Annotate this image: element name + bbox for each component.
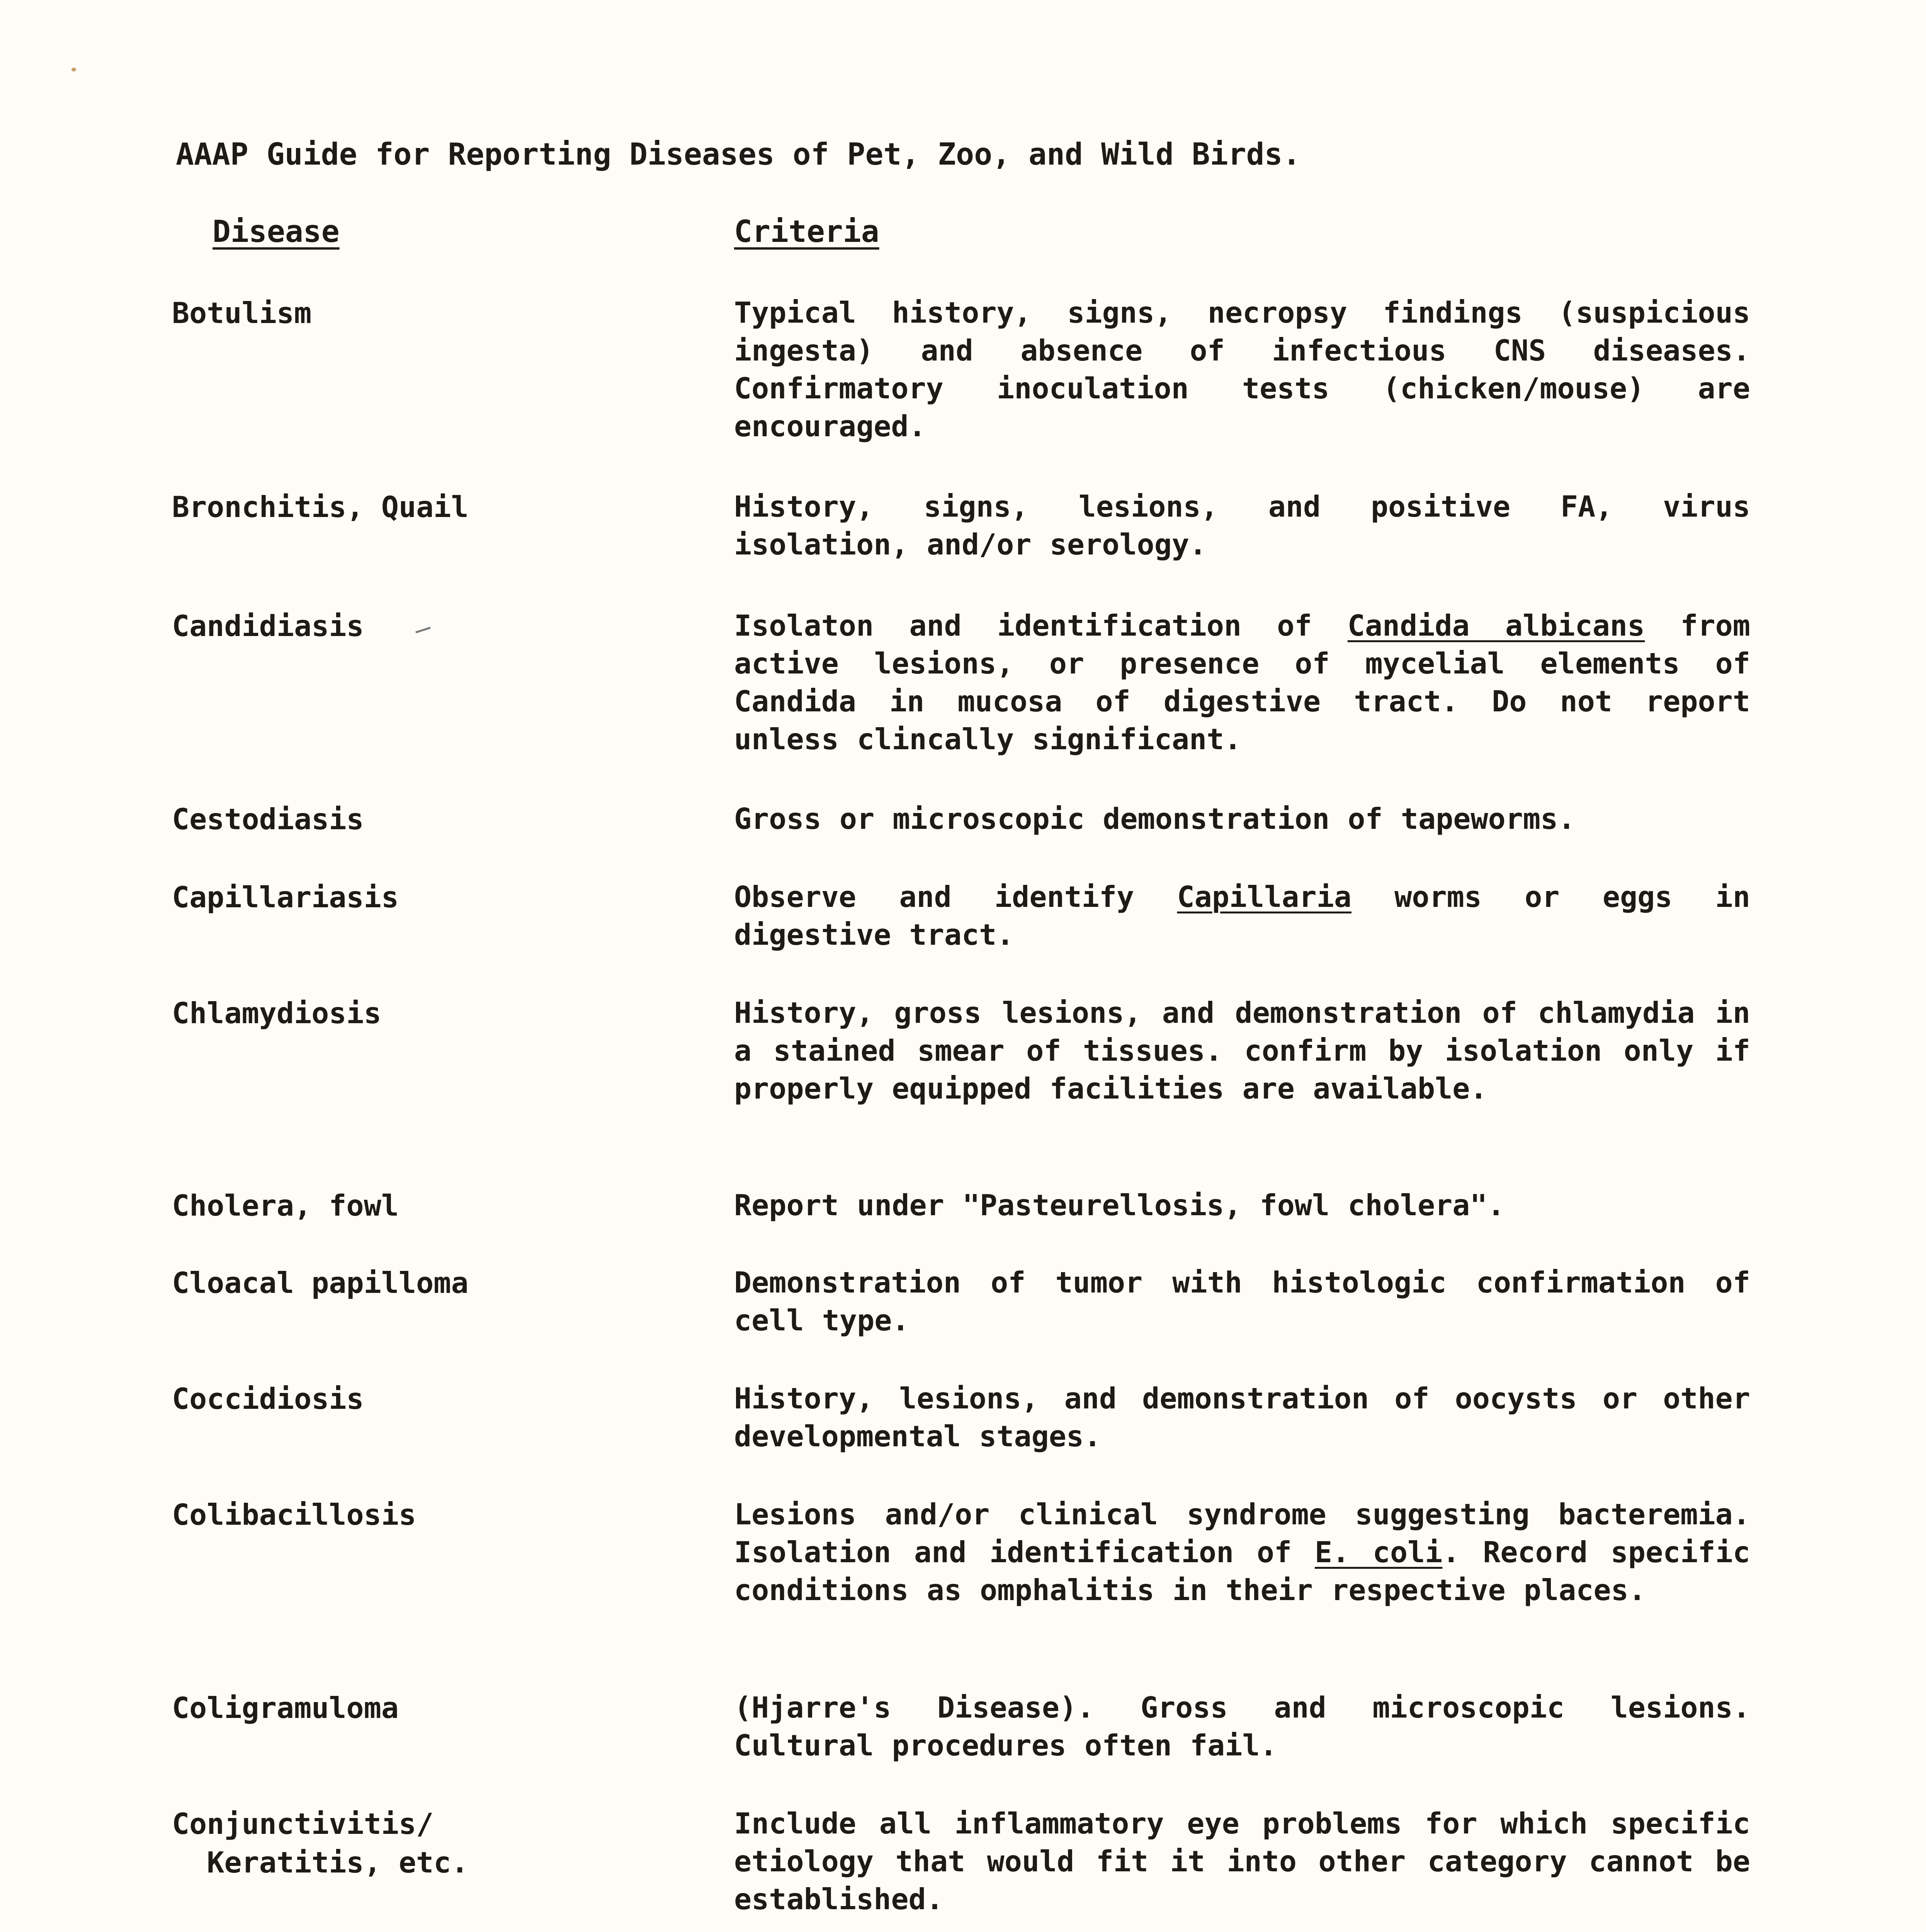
page-title: AAAP Guide for Reporting Diseases of Pet, Zoo, and Wild Birds. — [176, 137, 1301, 172]
organism-name: E. coli — [1314, 1535, 1443, 1569]
criteria-text-part: from active lesions, or presence of mycelial elements of Candida in mucosa of digestive tract. Do not report unless clincally significant. — [734, 609, 1750, 756]
criteria-text — [734, 607, 1750, 758]
criteria-text: Include all inflammatory eye problems for which specific etiology that would fit it into other category cannot be established. — [734, 1806, 1750, 1916]
criteria-column-heading: Criteria — [734, 214, 879, 249]
criteria-text: (Hjarre's Disease). Gross and microscopic lesions. Cultural procedures often fail. — [734, 1690, 1750, 1762]
disease-name: Botulism — [172, 296, 312, 330]
disease-name: Conjunctivitis/ Keratitis, etc. — [172, 1807, 469, 1879]
disease-name: Cloacal papilloma — [172, 1266, 469, 1300]
disease-name: Coccidiosis — [172, 1382, 364, 1416]
criteria-text-part: Lesions and/or clinical syndrome suggesting bacteremia. Isolation and identification of — [734, 1497, 1750, 1569]
criteria-text-part: . Record specific conditions as omphalitis in their respective places. — [734, 1535, 1751, 1607]
paper-speck — [71, 68, 76, 71]
criteria-text: History, lesions, and demonstration of oocysts or other developmental stages. — [734, 1381, 1750, 1453]
criteria-text — [734, 1495, 1750, 1609]
criteria-text-part: Observe and identify — [734, 880, 1177, 914]
disease-name: Cestodiasis — [172, 802, 364, 836]
criteria-text-part: Isolaton and identification of — [734, 609, 1348, 643]
criteria-text: History, signs, lesions, and positive FA, virus isolation, and/or serology. — [734, 490, 1750, 561]
disease-name: Cholera, fowl — [172, 1189, 399, 1223]
criteria-text: Typical history, signs, necropsy findings (suspicious ingesta) and absence of infectious CNS diseases. Confirmatory inoculation tests (chicken/mouse) are encouraged. — [734, 296, 1750, 443]
criteria-text-part: worms or eggs in digestive tract. — [734, 880, 1750, 952]
organism-name: Capillaria — [1177, 880, 1352, 914]
organism-name: Candida albicans — [1347, 609, 1645, 643]
disease-name: Colibacillosis — [172, 1498, 416, 1532]
criteria-text — [734, 878, 1750, 954]
criteria-text: History, gross lesions, and demonstration of chlamydia in a stained smear of tissues. confirm by isolation only if properly equipped facilities are available. — [734, 996, 1750, 1105]
disease-name: Bronchitis, Quail — [172, 490, 469, 524]
criteria-text: Gross or microscopic demonstration of tapeworms. — [734, 802, 1576, 836]
disease-name: Candidiasis — [172, 609, 364, 643]
criteria-text: Demonstration of tumor with histologic confirmation of cell type. — [734, 1265, 1750, 1337]
criteria-text: Report under "Pasteurellosis, fowl cholera". — [734, 1188, 1505, 1222]
disease-column-heading: Disease — [212, 214, 340, 249]
disease-name: Chlamydiosis — [172, 996, 381, 1030]
disease-name: Capillariasis — [172, 880, 399, 914]
disease-name: Coligramuloma — [172, 1691, 399, 1725]
